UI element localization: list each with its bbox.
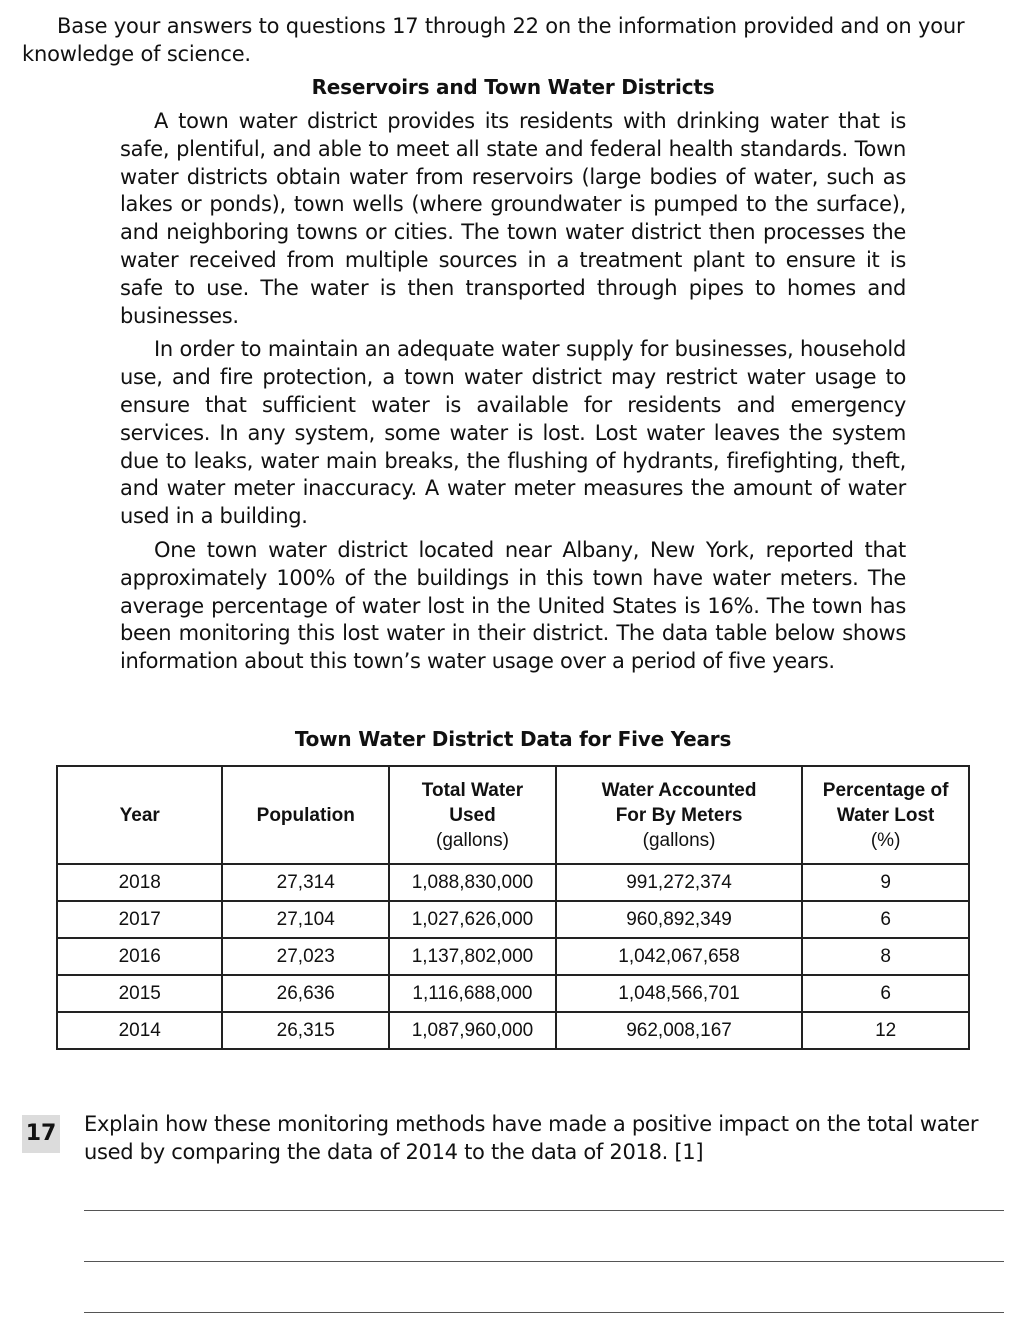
header-percentage-lost xyxy=(802,766,969,864)
cell-metered-water: 1,042,067,658 xyxy=(556,938,802,975)
table-header-row xyxy=(57,766,969,864)
water-district-data-table xyxy=(56,765,970,1050)
header-meter-line2: For By Meters xyxy=(615,804,743,826)
question-number-badge: 17 xyxy=(22,1115,60,1153)
question-prompt xyxy=(84,1110,984,1166)
header-total-water-used xyxy=(389,766,556,864)
table-title: Town Water District Data for Five Years xyxy=(294,727,732,751)
cell-total-water: 1,137,802,000 xyxy=(389,938,556,975)
instructions: Base your answers to questions 17 through 22 on the information provided and on your knowledge of science. xyxy=(22,14,965,66)
cell-total-water: 1,088,830,000 xyxy=(389,864,556,901)
cell-percent-lost: 9 xyxy=(802,864,969,901)
header-total-unit: (gallons) xyxy=(436,829,509,851)
reading-passage xyxy=(120,108,906,682)
answer-line-1[interactable] xyxy=(84,1210,1004,1211)
cell-percent-lost: 12 xyxy=(802,1012,969,1049)
question-credit: [1] xyxy=(674,1140,704,1164)
cell-year: 2018 xyxy=(57,864,222,901)
cell-percent-lost: 6 xyxy=(802,901,969,938)
cell-year: 2017 xyxy=(57,901,222,938)
cell-population: 27,104 xyxy=(222,901,389,938)
header-water-accounted xyxy=(556,766,802,864)
cell-year: 2016 xyxy=(57,938,222,975)
cell-metered-water: 1,048,566,701 xyxy=(556,975,802,1012)
cell-total-water: 1,027,626,000 xyxy=(389,901,556,938)
header-population-label: Population xyxy=(256,804,355,826)
header-population xyxy=(222,766,389,864)
cell-total-water: 1,116,688,000 xyxy=(389,975,556,1012)
cell-total-water: 1,087,960,000 xyxy=(389,1012,556,1049)
table-row xyxy=(57,975,969,1012)
cell-year: 2014 xyxy=(57,1012,222,1049)
header-year xyxy=(57,766,222,864)
passage-paragraph-3: One town water district located near Albany, New York, reported that approximately 100% of the buildings in this town have water meters. The average percentage of water lost in the United States is 16%. The town has been monitoring this lost water in their district. The data table below shows information about this town’s water usage over a period of five years. xyxy=(120,537,906,674)
header-total-line1: Total Water xyxy=(421,779,524,801)
passage-title: Reservoirs and Town Water Districts xyxy=(311,75,715,99)
cell-percent-lost: 8 xyxy=(802,938,969,975)
passage-paragraph-1: A town water district provides its residents with drinking water that is safe, plentiful, and able to meet all state and federal health standards. Town water districts obtain water from reservoirs (large bodies of water, such as lakes or ponds), town wells (where groundwater is pumped to the surface), and neighboring towns or cities. The town water district then processes the water received from multiple sources in a treatment plant to ensure it is safe to use. The water is then transported through pipes to homes and businesses. xyxy=(120,109,906,328)
cell-percent-lost: 6 xyxy=(802,975,969,1012)
answer-line-3[interactable] xyxy=(84,1312,1004,1313)
cell-population: 26,636 xyxy=(222,975,389,1012)
header-total-line2: Used xyxy=(449,804,496,826)
cell-metered-water: 991,272,374 xyxy=(556,864,802,901)
cell-metered-water: 960,892,349 xyxy=(556,901,802,938)
table-row xyxy=(57,1012,969,1049)
cell-year: 2015 xyxy=(57,975,222,1012)
header-lost-line1: Percentage of xyxy=(822,779,949,801)
header-meter-unit: (gallons) xyxy=(642,829,716,851)
cell-population: 26,315 xyxy=(222,1012,389,1049)
cell-metered-water: 962,008,167 xyxy=(556,1012,802,1049)
table-row xyxy=(57,901,969,938)
header-lost-line2: Water Lost xyxy=(836,804,935,826)
table-row xyxy=(57,938,969,975)
cell-population: 27,023 xyxy=(222,938,389,975)
cell-population: 27,314 xyxy=(222,864,389,901)
table-row xyxy=(57,864,969,901)
header-meter-line1: Water Accounted xyxy=(601,779,757,801)
passage-paragraph-2: In order to maintain an adequate water supply for businesses, household use, and fire protection, a town water district may restrict water usage to ensure that sufficient water is available for residents and emergency services. In any system, some water is lost. Lost water leaves the system due to leaks, water main breaks, the flushing of hydrants, firefighting, theft, and water meter inaccuracy. A water meter measures the amount of water used in a building. xyxy=(120,337,906,529)
header-year-label: Year xyxy=(119,804,160,826)
header-lost-unit: (%) xyxy=(870,829,901,851)
question-text: Explain how these monitoring methods have made a positive impact on the total water used by comparing the data of 2014 to the data of 2018. xyxy=(84,1112,979,1164)
answer-line-2[interactable] xyxy=(84,1261,1004,1262)
